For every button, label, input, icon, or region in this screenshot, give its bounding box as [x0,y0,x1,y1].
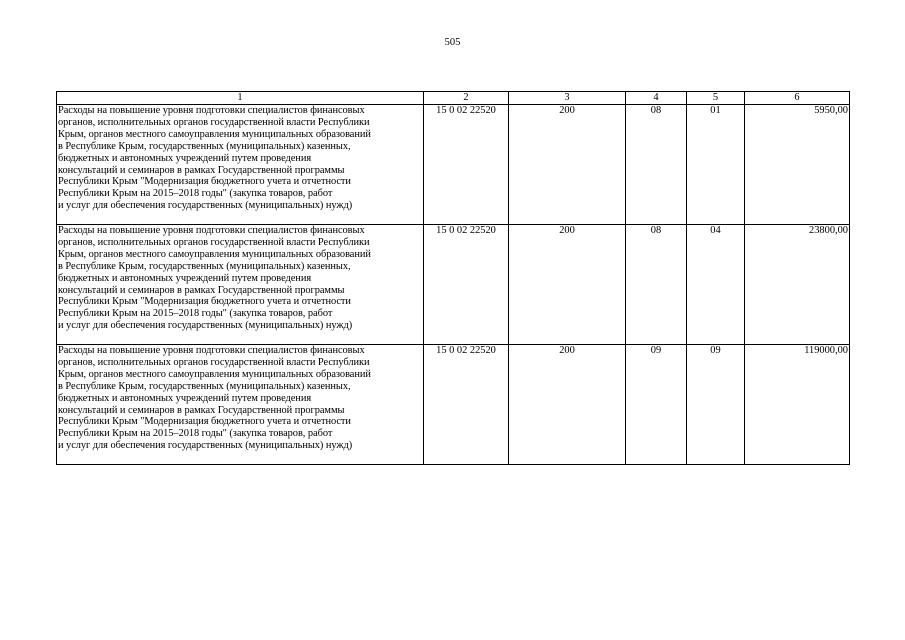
section-code: 08 [626,105,687,225]
target-article-code: 15 0 02 22520 [424,105,509,225]
column-header: 6 [745,92,850,105]
target-article-code: 15 0 02 22520 [424,345,509,465]
amount-value: 5950,00 [745,105,850,225]
expense-description: Расходы на повышение уровня подготовки специалистов финансовых органов, исполнительных органов государственной власти Республики Крым, органов местного самоуправления муниципальных образований в Республике Крым, государственных (муниципальных) казенных, бюджетных и автономных учреждений путем проведения консультаций и семинаров в рамках Государственной программы Республики Крым "Модернизация бюджетного учета и отчетности Республики Крым на 2015–2018 годы" (закупка товаров, работ и услуг для обеспечения государственных (муниципальных) нужд) [57,345,424,465]
amount-value: 23800,00 [745,225,850,345]
section-code: 09 [626,345,687,465]
expense-description: Расходы на повышение уровня подготовки специалистов финансовых органов, исполнительных органов государственной власти Республики Крым, органов местного самоуправления муниципальных образований в Республике Крым, государственных (муниципальных) казенных, бюджетных и автономных учреждений путем проведения консультаций и семинаров в рамках Государственной программы Республики Крым "Модернизация бюджетного учета и отчетности Республики Крым на 2015–2018 годы" (закупка товаров, работ и услуг для обеспечения государственных (муниципальных) нужд) [57,105,424,225]
table-header-row [57,92,850,105]
expense-type-code: 200 [509,345,626,465]
column-header: 5 [687,92,745,105]
section-code: 08 [626,225,687,345]
column-header: 2 [424,92,509,105]
expense-type-code: 200 [509,105,626,225]
column-header: 1 [57,92,424,105]
subsection-code: 01 [687,105,745,225]
table-row [57,345,850,465]
expense-description: Расходы на повышение уровня подготовки специалистов финансовых органов, исполнительных органов государственной власти Республики Крым, органов местного самоуправления муниципальных образований в Республике Крым, государственных (муниципальных) казенных, бюджетных и автономных учреждений путем проведения консультаций и семинаров в рамках Государственной программы Республики Крым "Модернизация бюджетного учета и отчетности Республики Крым на 2015–2018 годы" (закупка товаров, работ и услуг для обеспечения государственных (муниципальных) нужд) [57,225,424,345]
subsection-code: 04 [687,225,745,345]
column-header: 3 [509,92,626,105]
table-row [57,105,850,225]
column-header: 4 [626,92,687,105]
expense-type-code: 200 [509,225,626,345]
subsection-code: 09 [687,345,745,465]
page-number: 505 [444,37,461,48]
budget-table [56,91,850,465]
amount-value: 119000,00 [745,345,850,465]
target-article-code: 15 0 02 22520 [424,225,509,345]
table-row [57,225,850,345]
